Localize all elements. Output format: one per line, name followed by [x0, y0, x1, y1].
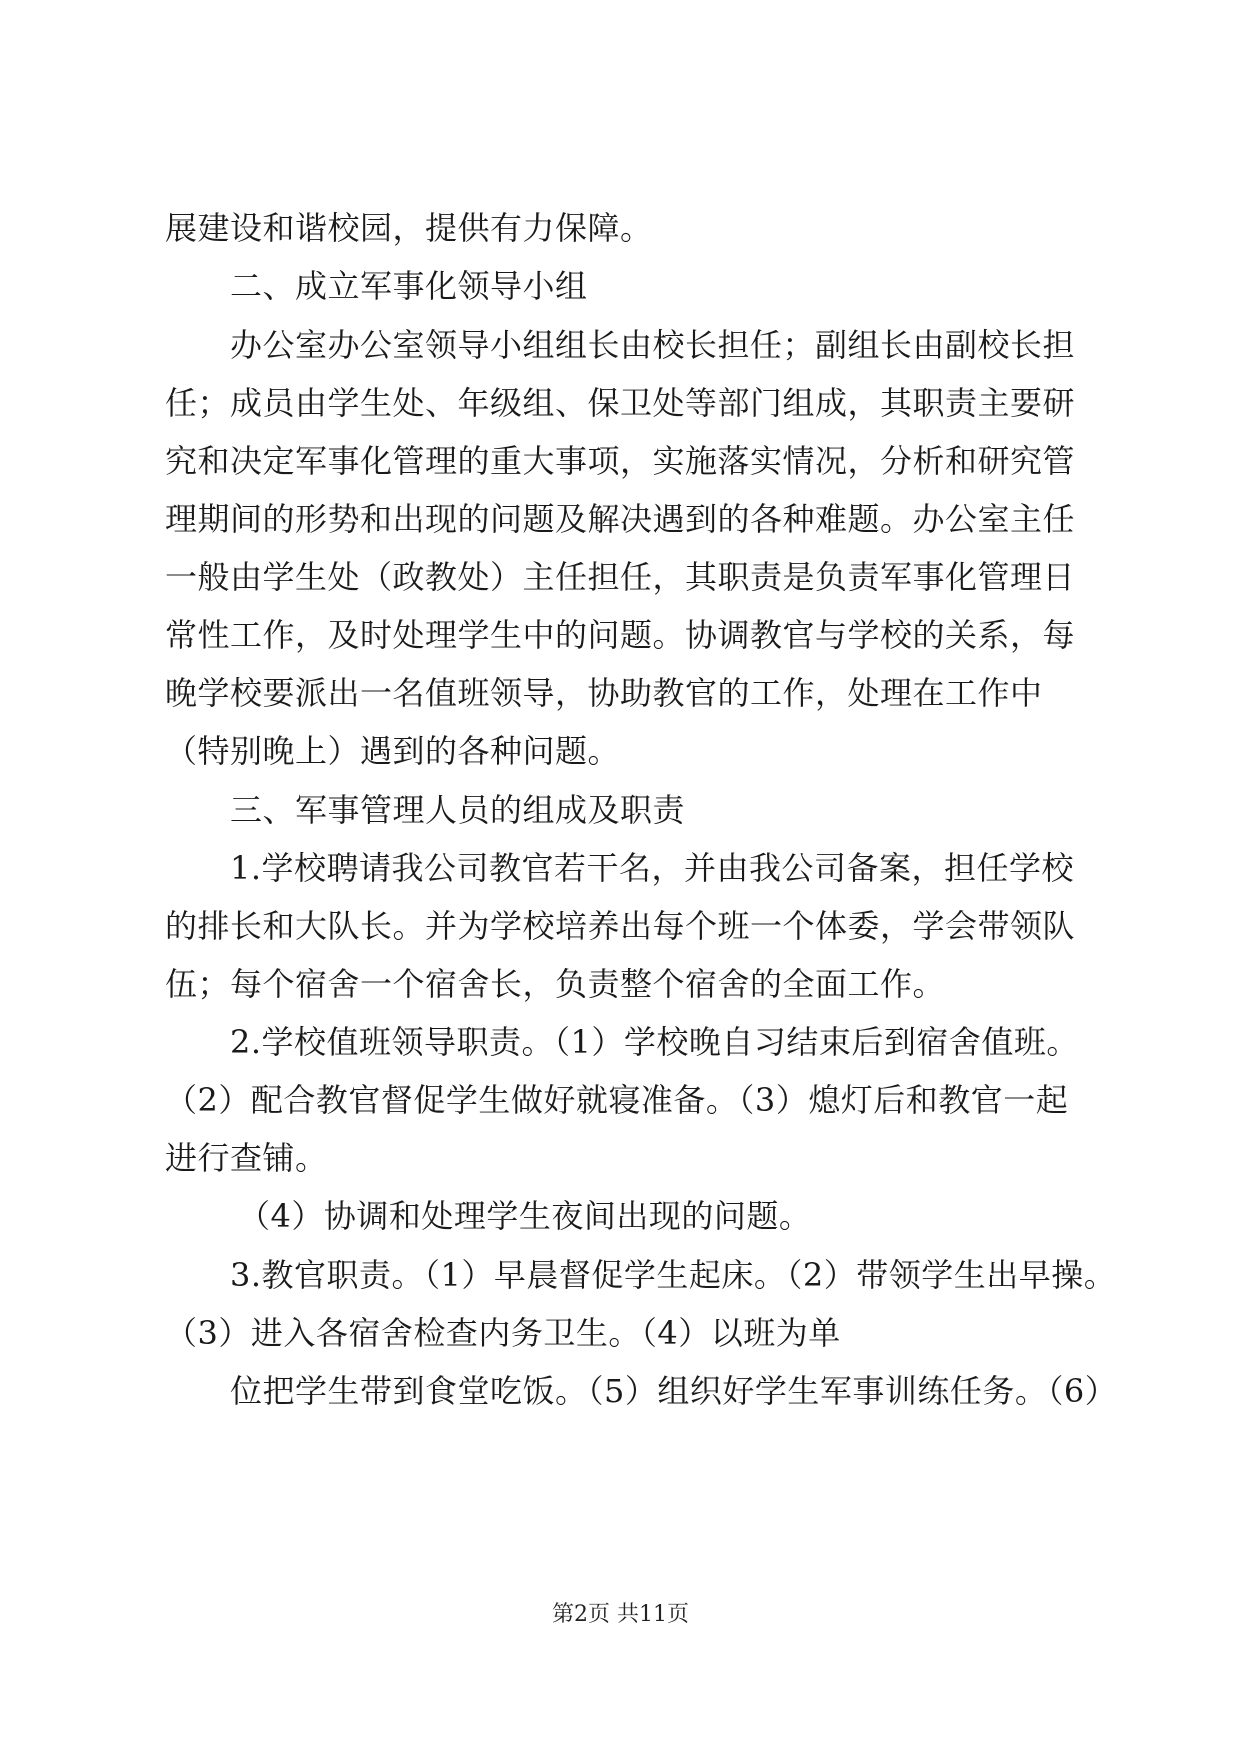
body-line-10: （特别晚上）遇到的各种问题。 [165, 732, 621, 770]
body-line-20: （3）进入各宿舍检查内务卫生。（4）以班为单 [165, 1314, 841, 1352]
page-number-footer: 第2页 共11页 [552, 1602, 689, 1627]
body-line-3: 办公室办公室领导小组组长由校长担任；副组长由副校长担 [230, 326, 1076, 364]
section-heading-2: 二、成立军事化领导小组 [230, 267, 588, 305]
body-line-8: 常性工作，及时处理学生中的问题。协调教官与学校的关系，每 [165, 616, 1076, 654]
section-heading-3: 三、军事管理人员的组成及职责 [230, 791, 686, 829]
body-line-15: 2.学校值班领导职责。（1）学校晚自习结束后到宿舍值班。 [230, 1023, 1079, 1061]
body-line-1: 展建设和谐校园，提供有力保障。 [165, 209, 653, 247]
body-line-4: 任；成员由学生处、年级组、保卫处等部门组成，其职责主要研 [165, 384, 1076, 422]
body-line-13: 的排长和大队长。并为学校培养出每个班一个体委，学会带领队 [165, 907, 1076, 945]
body-line-18: （4）协调和处理学生夜间出现的问题。 [238, 1197, 812, 1235]
body-line-6: 理期间的形势和出现的问题及解决遇到的各种难题。办公室主任 [165, 500, 1076, 538]
body-line-21: 位把学生带到食堂吃饭。（5）组织好学生军事训练任务。（6） [230, 1372, 1118, 1410]
body-line-7: 一般由学生处（政教处）主任担任，其职责是负责军事化管理日 [165, 558, 1076, 596]
body-line-17: 进行查铺。 [165, 1139, 328, 1177]
body-line-9: 晚学校要派出一名值班领导，协助教官的工作，处理在工作中 [165, 674, 1043, 712]
body-line-12: 1.学校聘请我公司教官若干名，并由我公司备案，担任学校 [230, 849, 1075, 887]
body-line-14: 伍；每个宿舍一个宿舍长，负责整个宿舍的全面工作。 [165, 965, 946, 1003]
body-line-5: 究和决定军事化管理的重大事项，实施落实情况，分析和研究管 [165, 442, 1076, 480]
body-line-16: （2）配合教官督促学生做好就寝准备。（3）熄灯后和教官一起 [165, 1081, 1069, 1119]
body-line-19: 3.教官职责。（1）早晨督促学生起床。（2）带领学生出早操。 [230, 1256, 1117, 1294]
